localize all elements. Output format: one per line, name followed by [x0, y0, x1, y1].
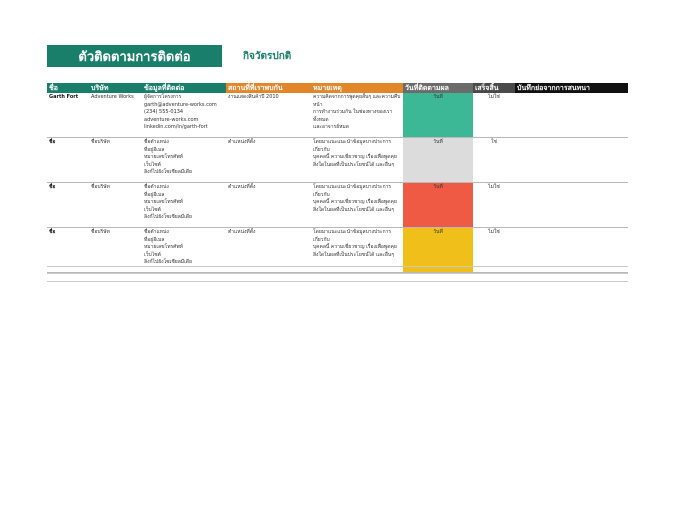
contact-info-cell-line: ชื่อตำแหน่ง — [144, 229, 169, 235]
follow-up-date-cell[interactable]: วันที่ — [403, 93, 473, 138]
column-header[interactable]: ชื่อ — [47, 83, 89, 93]
table-row[interactable] — [47, 138, 628, 183]
contact-info-cell-line: ชื่อตำแหน่ง — [144, 139, 169, 145]
page-title: ตัวติดตามการติดต่อ — [47, 45, 222, 67]
notes-cell-line: โดยมาแนะแนะนำข้อมูลบางประการเกี่ยวกับ — [313, 229, 392, 243]
follow-up-date-cell[interactable]: วันที่ — [403, 138, 473, 183]
contact-info-cell-line: garth@adventure-works.com — [144, 101, 217, 108]
contact-info-cell-line: ที่อยู่อีเมล — [144, 191, 165, 198]
notes-cell-line: ความคิดจากการพูดคุยสั้นๆ และความคืบหน้า — [313, 94, 401, 108]
notes-cell-line: สิ่งใดในผลที่เป็นประโยชน์ได้ และอื่นๆ — [313, 161, 395, 168]
done-cell[interactable]: ไม่ใช่ — [473, 228, 515, 273]
contact-info-cell-line: ผู้จัดการโครงการ — [144, 94, 182, 100]
conversation-notes-cell[interactable] — [515, 93, 628, 138]
notes-cell[interactable] — [311, 93, 403, 138]
page-subtitle: กิจวัตรปกติ — [243, 51, 292, 62]
contact-info-cell-line: (234) 555-0134 — [144, 109, 184, 115]
notes-cell-line: และอาจารย์หมด — [313, 124, 349, 130]
column-header[interactable]: บริษัท — [89, 83, 142, 93]
contact-info-cell-line: หมายเลขโทรศัพท์ — [144, 199, 183, 205]
follow-up-date-cell[interactable]: วันที่ — [403, 228, 473, 273]
contact-info-cell-line: เว็บไซต์ — [144, 206, 161, 213]
conversation-notes-cell[interactable] — [515, 138, 628, 183]
company-cell[interactable]: Adventure Works — [89, 93, 142, 138]
column-header[interactable]: บันทึกย่อจากการสนทนา — [515, 83, 628, 93]
company-cell[interactable]: ชื่อบริษัท — [89, 183, 142, 228]
contact-info-cell-line: ลิงก์ไปยังโซเชียลมีเดีย — [144, 214, 192, 220]
met-location-cell[interactable]: งานแสดงสินค้าปี 2010 — [226, 93, 311, 138]
contact-info-cell-line: ที่อยู่อีเมล — [144, 146, 165, 153]
notes-cell-line: สิ่งใดในผลที่เป็นประโยชน์ได้ และอื่นๆ — [313, 251, 395, 258]
column-header[interactable]: หมายเหตุ — [311, 83, 403, 93]
empty-row-divider — [47, 273, 628, 274]
empty-row-divider — [47, 266, 628, 267]
met-location-cell[interactable]: ตำแหน่งที่ตั้ง — [226, 183, 311, 228]
notes-cell-line: บุคคลนี้ ความเชี่ยวชาญ เรื่องเพื่อพูดคุย — [313, 244, 397, 250]
column-header[interactable]: เสร็จสิ้น — [473, 83, 515, 93]
contact-table — [47, 83, 628, 273]
contact-info-cell-line: ที่อยู่อีเมล — [144, 236, 165, 243]
done-cell[interactable]: ไม่ใช่ — [473, 183, 515, 228]
contact-info-cell-line: เว็บไซต์ — [144, 251, 161, 258]
follow-up-date-cell[interactable]: วันที่ — [403, 183, 473, 228]
notes-cell-line: บุคคลนี้ ความเชี่ยวชาญ เรื่องเพื่อพูดคุย — [313, 199, 397, 205]
company-cell[interactable]: ชื่อบริษัท — [89, 138, 142, 183]
name-cell[interactable]: ชื่อ — [47, 183, 89, 228]
notes-cell-line: โดยมาแนะแนะนำข้อมูลบางประการเกี่ยวกับ — [313, 184, 392, 198]
conversation-notes-cell[interactable] — [515, 183, 628, 228]
contact-info-cell[interactable] — [142, 138, 226, 183]
done-cell[interactable]: ไม่ใช่ — [473, 93, 515, 138]
table-row[interactable] — [47, 183, 628, 228]
notes-cell-line: สิ่งใดในผลที่เป็นประโยชน์ได้ และอื่นๆ — [313, 206, 395, 213]
contact-info-cell-line: เว็บไซต์ — [144, 161, 161, 168]
met-location-cell[interactable]: ตำแหน่งที่ตั้ง — [226, 138, 311, 183]
contact-info-cell[interactable] — [142, 183, 226, 228]
contact-info-cell-line: ลิงก์ไปยังโซเชียลมีเดีย — [144, 259, 192, 265]
contact-info-cell-line: หมายเลขโทรศัพท์ — [144, 244, 183, 250]
notes-cell-line: บุคคลนี้ ความเชี่ยวชาญ เรื่องเพื่อพูดคุย — [313, 154, 397, 160]
met-location-cell[interactable]: ตำแหน่งที่ตั้ง — [226, 228, 311, 273]
notes-cell[interactable] — [311, 138, 403, 183]
contact-info-cell-line: linkedin.com/in/garth-fort — [144, 124, 208, 130]
notes-cell-line: การทำงานร่วมกัน ในช่องทางของเราทั้งหมด — [313, 109, 393, 123]
contact-info-cell-line: adventure-works.com — [144, 116, 199, 123]
contact-info-cell-line: ลิงก์ไปยังโซเชียลมีเดีย — [144, 169, 192, 175]
column-header[interactable]: วันที่ติดตามผล — [403, 83, 473, 93]
company-cell[interactable]: ชื่อบริษัท — [89, 228, 142, 273]
contact-info-cell-line: หมายเลขโทรศัพท์ — [144, 154, 183, 160]
notes-cell-line: โดยมาแนะแนะนำข้อมูลบางประการเกี่ยวกับ — [313, 139, 392, 153]
contact-info-cell[interactable] — [142, 93, 226, 138]
column-header[interactable]: ข้อมูลที่ติดต่อ — [142, 83, 226, 93]
name-cell[interactable]: Garth Fort — [47, 93, 89, 138]
name-cell[interactable]: ชื่อ — [47, 138, 89, 183]
name-cell[interactable]: ชื่อ — [47, 228, 89, 273]
done-cell[interactable]: ใช่ — [473, 138, 515, 183]
header-row — [47, 83, 628, 93]
contact-info-cell-line: ชื่อตำแหน่ง — [144, 184, 169, 190]
notes-cell[interactable] — [311, 183, 403, 228]
empty-row-divider — [47, 281, 628, 282]
column-header[interactable]: สถานที่ที่เราพบกัน — [226, 83, 311, 93]
table-row[interactable] — [47, 93, 628, 138]
